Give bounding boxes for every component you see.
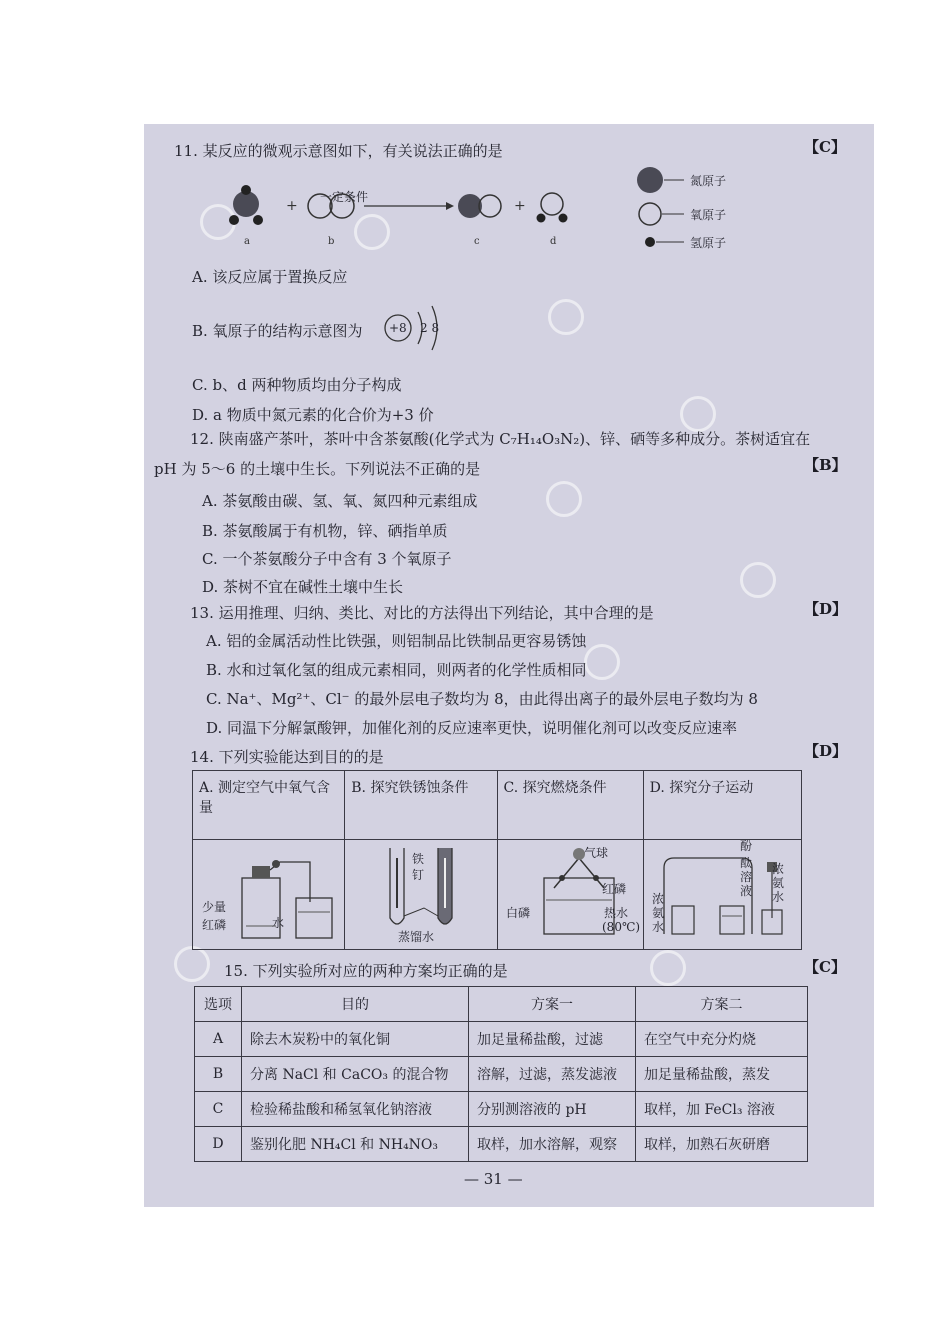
q15-cell: B (195, 1057, 242, 1092)
q15-cell: 取样，加熟石灰研磨 (636, 1127, 808, 1162)
q15-header-plan1: 方案一 (469, 987, 636, 1022)
q15-cell: 鉴别化肥 NH₄Cl 和 NH₄NO₃ (242, 1127, 469, 1162)
q12-stem-line1: 12. 陕南盛产茶叶，茶叶中含茶氨酸(化学式为 C₇H₁₄O₃N₂)、锌、硒等多种成分。茶树适宜在 (190, 430, 811, 448)
q15-stem: 15. 下列实验所对应的两种方案均正确的是 (224, 962, 508, 980)
table-header-row (195, 987, 808, 1022)
q14-header-a: A. 测定空气中氧气含量 (193, 771, 345, 840)
q14-d-label4: 液 (740, 884, 753, 898)
legend-h: 氢原子 (690, 236, 727, 250)
q14-header-c: C. 探究燃烧条件 (497, 771, 643, 840)
q14-a-label2: 红磷 (202, 918, 227, 932)
q11-option-c: C. b、d 两种物质均由分子构成 (192, 376, 402, 394)
q15-cell: 除去木炭粉中的氧化铜 (242, 1022, 469, 1057)
exam-page (144, 124, 874, 1207)
svg-text:b: b (328, 236, 335, 247)
q12-option-c: C. 一个茶氨酸分子中含有 3 个氧原子 (202, 550, 452, 568)
svg-text:a: a (244, 236, 250, 247)
table-row (195, 1092, 808, 1127)
q15-header-purpose: 目的 (242, 987, 469, 1022)
q11-option-b: B. 氧原子的结构示意图为 (192, 322, 363, 340)
q14-c-label4: 热水 (604, 906, 629, 920)
q15-cell: 检验稀盐酸和稀氢氧化钠溶液 (242, 1092, 469, 1127)
q13-answer: 【D】 (804, 600, 848, 618)
q14-d-label9: 氨 (772, 876, 785, 890)
q14-answer: 【D】 (804, 742, 848, 760)
legend-o: 氧原子 (690, 208, 727, 222)
q14-c-label5: (80℃) (602, 920, 641, 934)
svg-text:c: c (474, 236, 480, 247)
q12-option-a: A. 茶氨酸由碳、氢、氧、氮四种元素组成 (202, 492, 478, 510)
table-row (195, 1022, 808, 1057)
watermark-icon (740, 562, 776, 598)
q13-option-c: C. Na⁺、Mg²⁺、Cl⁻ 的最外层电子数均为 8，由此得出离子的最外层电子数均为 8 (206, 690, 758, 708)
q14-header-b: B. 探究铁锈蚀条件 (345, 771, 497, 840)
q15-cell: 分离 NaCl 和 CaCO₃ 的混合物 (242, 1057, 469, 1092)
q11-option-d: D. a 物质中氮元素的化合价为+3 价 (192, 406, 434, 424)
q13-stem: 13. 运用推理、归纳、类比、对比的方法得出下列结论，其中合理的是 (190, 604, 654, 622)
watermark-icon (174, 946, 210, 982)
q14-c-label3: 白磷 (506, 906, 531, 920)
q12-answer: 【B】 (804, 456, 847, 474)
watermark-icon (548, 299, 584, 335)
q14-d-label10: 水 (772, 890, 785, 904)
watermark-icon (546, 481, 582, 517)
watermark-icon (650, 950, 686, 986)
q14-b-label3: 蒸馏水 (398, 930, 435, 944)
q11-stem: 11. 某反应的微观示意图如下，有关说法正确的是 (174, 142, 503, 160)
q14-c-label2: 红磷 (602, 882, 627, 896)
q15-answer: 【C】 (804, 958, 846, 976)
q15-cell: 加足量稀盐酸，蒸发 (636, 1057, 808, 1092)
watermark-icon (584, 644, 620, 680)
q15-cell: 分别测溶液的 pH (469, 1092, 636, 1127)
q14-d-label7: 水 (652, 920, 665, 934)
q12-option-d: D. 茶树不宜在碱性土壤中生长 (202, 578, 404, 596)
page-number: — 31 — (464, 1170, 523, 1188)
q14-c-label1: 气球 (584, 846, 609, 860)
q14-d-label5: 浓 (652, 892, 665, 906)
q13-option-a: A. 铝的金属活动性比铁强，则铝制品比铁制品更容易锈蚀 (206, 632, 587, 650)
q14-d-label6: 氨 (652, 906, 665, 920)
q15-header-option: 选项 (195, 987, 242, 1022)
q11-answer: 【C】 (804, 138, 846, 156)
q11-condition: 一定条件 (320, 190, 369, 204)
svg-text:d: d (550, 236, 557, 247)
q15-cell: 取样，加水溶解，观察 (469, 1127, 636, 1162)
q11-reaction-diagram (224, 162, 684, 252)
q15-cell: A (195, 1022, 242, 1057)
svg-text:+: + (286, 198, 298, 214)
q15-cell: 溶解，过滤，蒸发滤液 (469, 1057, 636, 1092)
watermark-icon (680, 396, 716, 432)
q11-option-a: A. 该反应属于置换反应 (192, 268, 348, 286)
q14-d-label1: 酚 (740, 839, 753, 853)
legend-n: 氮原子 (690, 174, 727, 188)
atom-shells: 2 8 (420, 321, 440, 335)
q14-d-label2: 酞 (740, 856, 753, 870)
q15-header-plan2: 方案二 (636, 987, 808, 1022)
q14-d-label3: 溶 (740, 870, 753, 884)
atom-nucleus: +8 (389, 321, 407, 335)
q15-cell: 取样，加 FeCl₃ 溶液 (636, 1092, 808, 1127)
q14-d-label8: 浓 (772, 862, 785, 876)
q15-cell: 在空气中充分灼烧 (636, 1022, 808, 1057)
q14-header-d: D. 探究分子运动 (643, 771, 801, 840)
q13-option-d: D. 同温下分解氯酸钾，加催化剂的反应速率更快，说明催化剂可以改变反应速率 (206, 719, 738, 737)
q14-stem: 14. 下列实验能达到目的的是 (190, 748, 384, 766)
q14-b-label1: 铁 (412, 852, 425, 866)
q12-option-b: B. 茶氨酸属于有机物，锌、硒指单质 (202, 522, 448, 540)
q15-cell: 加足量稀盐酸，过滤 (469, 1022, 636, 1057)
q14-apparatus-drawings (194, 838, 800, 948)
q14-a-label1: 少量 (202, 900, 227, 914)
svg-text:+: + (514, 198, 526, 214)
q12-stem-line2: pH 为 5～6 的土壤中生长。下列说法不正确的是 (154, 460, 481, 478)
table-row (195, 1127, 808, 1162)
q15-cell: C (195, 1092, 242, 1127)
q13-option-b: B. 水和过氧化氢的组成元素相同，则两者的化学性质相同 (206, 661, 587, 679)
q15-cell: D (195, 1127, 242, 1162)
q15-table (194, 986, 808, 1162)
table-row (195, 1057, 808, 1092)
q14-b-label2: 钉 (412, 868, 425, 882)
q14-a-label3: 水 (272, 916, 285, 930)
